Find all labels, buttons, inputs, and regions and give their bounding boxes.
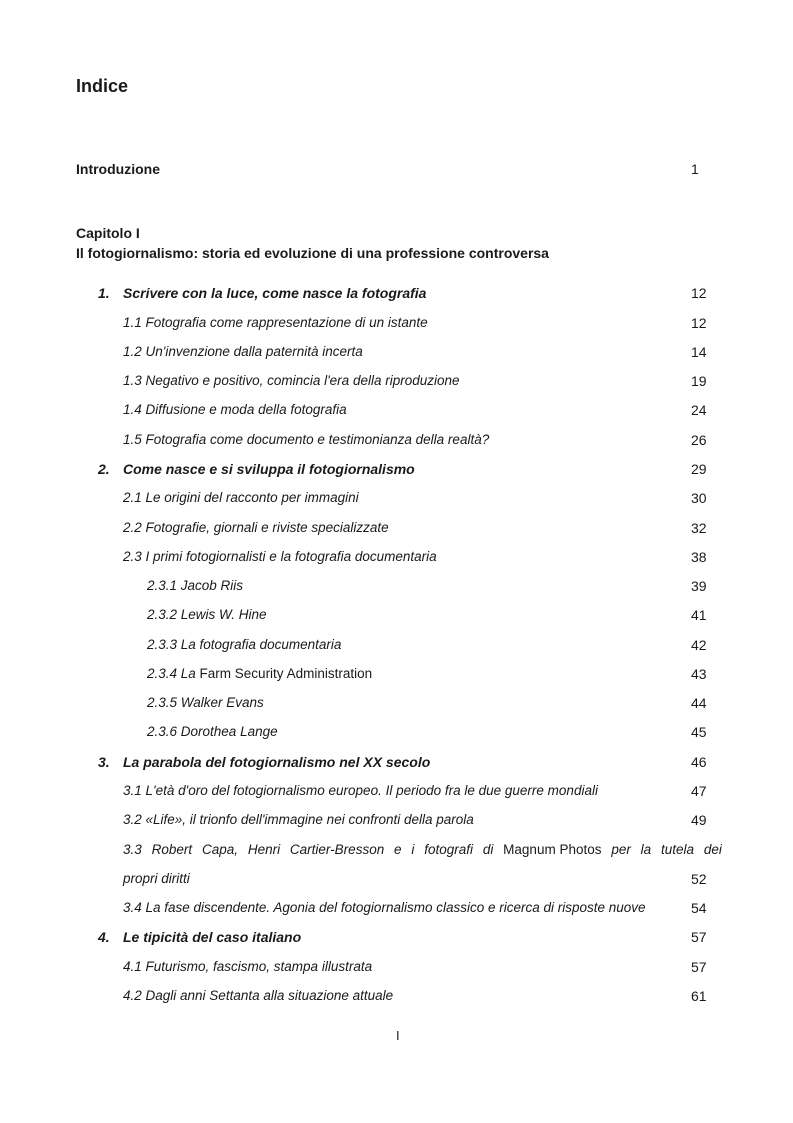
word: i	[411, 842, 415, 857]
toc-entry-page: 41	[691, 607, 707, 623]
toc-entry-page: 38	[691, 549, 707, 565]
toc-entry	[147, 666, 372, 681]
section-number: 4.	[98, 929, 110, 945]
section-number: 1.	[98, 285, 110, 301]
toc-entry: 2.3.3 La fotografia documentaria	[147, 637, 342, 652]
chapter-label: Capitolo I	[76, 225, 140, 241]
word: Cartier-Bresson	[289, 842, 385, 857]
word: Robert	[151, 842, 193, 857]
section-page-number: 46	[691, 754, 707, 770]
toc-entry-page: 54	[691, 900, 707, 916]
word: Henri	[247, 842, 281, 857]
word: fotografi	[424, 842, 473, 857]
section-page-number: 29	[691, 461, 707, 477]
toc-entry-page: 12	[691, 315, 707, 331]
toc-entry-italic: 2.3.4 La	[147, 666, 196, 681]
section-page-number: 12	[691, 285, 707, 301]
section-number: 3.	[98, 754, 110, 770]
word: 3.3	[123, 842, 142, 857]
toc-entry-page: 44	[691, 695, 707, 711]
toc-entry: 2.3.6 Dorothea Lange	[147, 724, 278, 739]
word-upright: Magnum Photos	[503, 842, 602, 857]
toc-entry: 1.5 Fotografia come documento e testimonianza della realtà?	[123, 432, 490, 447]
toc-entry-page: 52	[691, 871, 707, 887]
toc-entry: 1.1 Fotografia come rappresentazione di un istante	[123, 315, 428, 330]
intro-title: Introduzione	[76, 161, 160, 177]
chapter-title: Il fotogiornalismo: storia ed evoluzione di una professione controversa	[76, 245, 549, 261]
toc-entry: 2.1 Le origini del racconto per immagini	[123, 490, 359, 505]
toc-entry-justified	[123, 842, 722, 857]
section-title: La parabola del fotogiornalismo nel XX secolo	[123, 754, 431, 770]
page-number-footer: I	[396, 1028, 400, 1043]
toc-entry-page: 24	[691, 402, 707, 418]
toc-entry-page: 26	[691, 432, 707, 448]
toc-entry-page: 30	[691, 490, 707, 506]
toc-entry-continuation: propri diritti	[123, 871, 190, 886]
section-number: 2.	[98, 461, 110, 477]
toc-entry: 2.3.5 Walker Evans	[147, 695, 264, 710]
toc-entry-page: 32	[691, 520, 707, 536]
toc-entry: 3.4 La fase discendente. Agonia del fotogiornalismo classico e ricerca di risposte nuove	[123, 900, 646, 915]
word: dei	[703, 842, 722, 857]
toc-entry-page: 61	[691, 988, 707, 1004]
toc-entry: 1.2 Un'invenzione dalla paternità incerta	[123, 344, 363, 359]
toc-entry-page: 14	[691, 344, 707, 360]
toc-entry: 4.1 Futurismo, fascismo, stampa illustrata	[123, 959, 373, 974]
toc-entry: 2.2 Fotografie, giornali e riviste specializzate	[123, 520, 389, 535]
toc-entry-page: 49	[691, 812, 707, 828]
toc-entry-upright: Farm Security Administration	[195, 666, 373, 681]
toc-entry-page: 19	[691, 373, 707, 389]
toc-entry-page: 43	[691, 666, 707, 682]
toc-entry: 2.3.2 Lewis W. Hine	[147, 607, 267, 622]
word: Capa,	[201, 842, 238, 857]
word: per	[611, 842, 631, 857]
intro-page-number: 1	[691, 161, 699, 177]
toc-entry: 2.3 I primi fotogiornalisti e la fotografia documentaria	[123, 549, 437, 564]
toc-entry-page: 45	[691, 724, 707, 740]
toc-entry: 2.3.1 Jacob Riis	[147, 578, 244, 593]
toc-entry: 4.2 Dagli anni Settanta alla situazione attuale	[123, 988, 394, 1003]
word: tutela	[661, 842, 695, 857]
word: la	[640, 842, 652, 857]
toc-entry: 1.4 Diffusione e moda della fotografia	[123, 402, 347, 417]
section-page-number: 57	[691, 929, 707, 945]
toc-entry: 3.1 L'età d'oro del fotogiornalismo europeo. Il periodo fra le due guerre mondiali	[123, 783, 598, 798]
word: di	[482, 842, 494, 857]
word: e	[394, 842, 402, 857]
toc-entry-page: 39	[691, 578, 707, 594]
page-heading: Indice	[76, 76, 129, 96]
toc-entry-page: 57	[691, 959, 707, 975]
toc-entry-page: 42	[691, 637, 707, 653]
toc-entry: 1.3 Negativo e positivo, comincia l'era della riproduzione	[123, 373, 460, 388]
toc-entry-page: 47	[691, 783, 707, 799]
section-title: Scrivere con la luce, come nasce la fotografia	[123, 285, 427, 301]
section-title: Le tipicità del caso italiano	[123, 929, 302, 945]
toc-entry: 3.2 «Life», il trionfo dell'immagine nei confronti della parola	[123, 812, 474, 827]
section-title: Come nasce e si sviluppa il fotogiornalismo	[123, 461, 415, 477]
